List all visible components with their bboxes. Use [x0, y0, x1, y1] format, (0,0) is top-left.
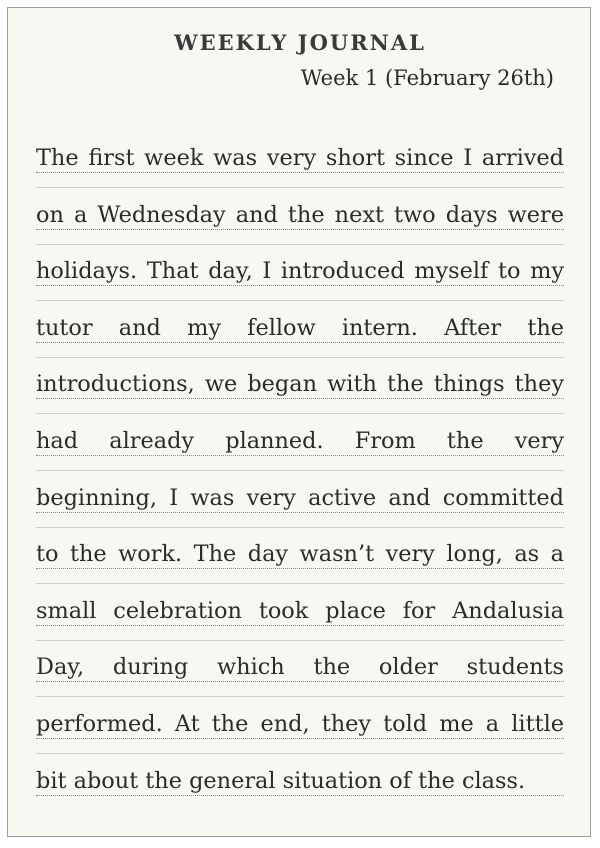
journal-line-text: to the work. The day wasn’t very long, as a	[36, 541, 564, 568]
journal-line-text: introductions, we began with the things they	[36, 371, 564, 398]
week-subtitle: Week 1 (February 26th)	[300, 66, 554, 90]
ruled-line	[36, 753, 564, 754]
journal-line	[36, 138, 564, 195]
ruled-line	[36, 244, 564, 245]
journal-line	[36, 591, 564, 648]
journal-line	[36, 195, 564, 252]
journal-line-text: beginning, I was very active and committed	[36, 484, 564, 511]
ruled-line	[36, 696, 564, 697]
ruled-line	[36, 583, 564, 584]
journal-page	[7, 7, 591, 837]
journal-line-text: bit about the general situation of the class.	[36, 767, 564, 796]
journal-line	[36, 421, 564, 478]
journal-line-text: had already planned. From the very	[36, 427, 564, 454]
page-title: WEEKLY JOURNAL	[174, 30, 426, 55]
journal-line	[36, 647, 564, 704]
journal-line	[36, 534, 564, 591]
journal-line-text: The first week was very short since I arrived	[36, 145, 564, 171]
journal-line-text: performed. At the end, they told me a little	[36, 710, 564, 737]
journal-line	[36, 364, 564, 421]
journal-line-text: on a Wednesday and the next two days were	[36, 201, 564, 228]
journal-line	[36, 761, 564, 818]
journal-line-text: holidays. That day, I introduced myself to my	[36, 258, 564, 285]
ruled-line	[36, 640, 564, 641]
journal-line	[36, 478, 564, 535]
journal-line	[36, 308, 564, 365]
ruled-line	[36, 357, 564, 358]
ruled-line	[36, 527, 564, 528]
ruled-line	[36, 470, 564, 471]
journal-line-text: tutor and my fellow intern. After the	[36, 314, 564, 341]
journal-line-text: Day, during which the older students	[36, 654, 564, 681]
journal-line-text: small celebration took place for Andalusia	[36, 597, 564, 624]
journal-line	[36, 704, 564, 761]
journal-body	[36, 138, 564, 817]
journal-line	[36, 251, 564, 308]
ruled-line	[36, 300, 564, 301]
ruled-line	[36, 187, 564, 188]
ruled-line	[36, 413, 564, 414]
